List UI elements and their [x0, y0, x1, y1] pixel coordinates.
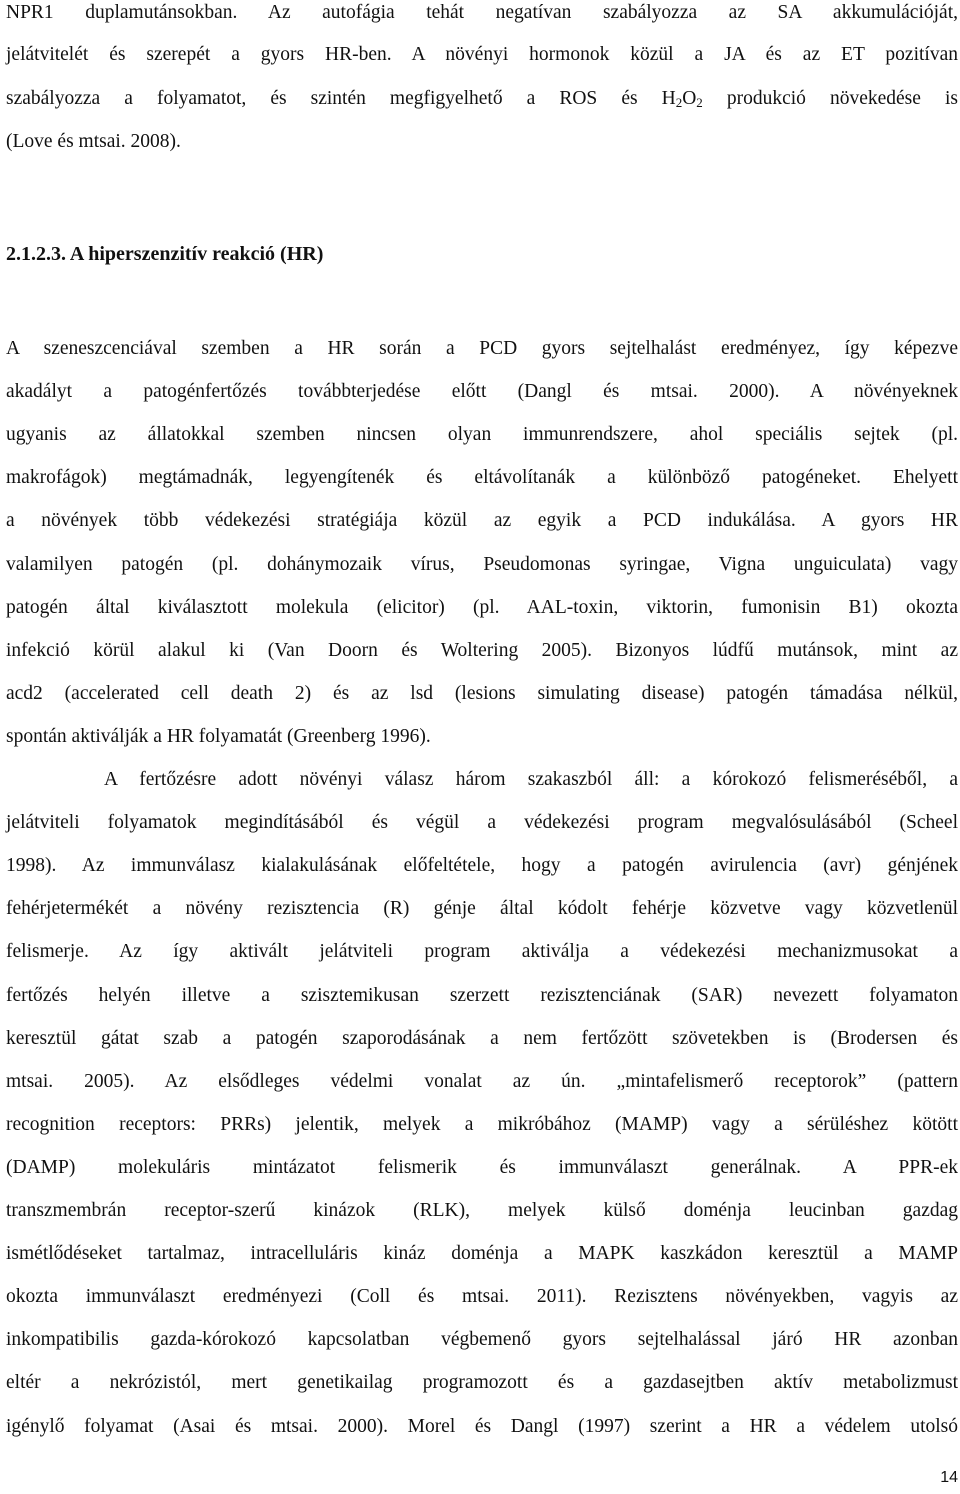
body-line: patogén által kiválasztott molekula (elicitor) (pl. AAL-toxin, viktorin, fumonisin B1) okozta — [6, 597, 958, 618]
paragraph-line: (Love és mtsai. 2008). — [6, 131, 181, 152]
body-line: makrofágok) megtámadnák, legyengítenék és eltávolítanák a különböző patogéneket. Ehelyett — [6, 467, 958, 488]
body-line: fertőzés helyén illetve a szisztemikusan szerzett rezisztenciának (SAR) nevezett folyamaton — [6, 985, 958, 1006]
body-line: 1998). Az immunválasz kialakulásának előfeltétele, hogy a patogén avirulencia (avr) génjének — [6, 855, 958, 876]
body-line: transzmembrán receptor-szerű kinázok (RLK), melyek külső doménja leucinban gazdag — [6, 1200, 958, 1221]
paragraph-line: szabályozza a folyamatot, és szintén megfigyelhető a ROS és $H_2O_2$ produkció növekedése is — [6, 88, 958, 110]
body-line: mtsai. 2005). Az elsődleges védelmi vonalat az ún. „mintafelismerő receptorok” (pattern — [6, 1071, 958, 1092]
body-line: eltér a nekrózistól, mert genetikailag programozott és a gazdasejtben aktív metabolizmust — [6, 1372, 958, 1393]
body-line: (DAMP) molekuláris mintázatot felismerik és immunválaszt generálnak. A PPR-ek — [6, 1157, 958, 1178]
body-line: infekció körül alakul ki (Van Doorn és Woltering 2005). Bizonyos lúdfű mutánsok, mint az — [6, 640, 958, 661]
paragraph-line: jelátvitelét és szerepét a gyors HR-ben. A növényi hormonok közül a JA és az ET pozitívan — [6, 44, 958, 65]
body-line: A szeneszcenciával szemben a HR során a PCD gyors sejtelhalást eredményez, így képezve — [6, 338, 958, 359]
body-line: acd2 (accelerated cell death 2) és az lsd (lesions simulating disease) patogén támadása nélkül, — [6, 683, 958, 704]
body-line: A fertőzésre adott növényi válasz három szakaszból áll: a kórokozó felismeréséből, a — [104, 769, 958, 790]
body-line: a növények több védekezési stratégiája közül az egyik a PCD indukálása. A gyors HR — [6, 510, 958, 531]
page-number: 14 — [940, 1469, 958, 1486]
body-line: keresztül gátat szab a patogén szaporodásának a nem fertőzött szövetekben is (Brodersen és — [6, 1028, 958, 1049]
body-line: recognition receptors: PRRs) jelentik, melyek a mikróbához (MAMP) vagy a sérüléshez kötött — [6, 1114, 958, 1135]
body-line: akadályt a patogénfertőzés továbbterjedése előtt (Dangl és mtsai. 2000). A növényeknek — [6, 381, 958, 402]
body-line: ugyanis az állatokkal szemben nincsen olyan immunrendszere, ahol speciális sejtek (pl. — [6, 424, 958, 445]
body-line: fehérjetermékét a növény rezisztencia (R) génje által kódolt fehérje közvetve vagy közvetlenül — [6, 898, 958, 919]
paragraph-line: NPR1 duplamutánsokban. Az autofágia tehát negatívan szabályozza az SA akkumulációját, — [6, 2, 958, 23]
body-line: inkompatibilis gazda-kórokozó kapcsolatban végbemenő gyors sejtelhalással járó HR azonban — [6, 1329, 958, 1350]
body-line: jelátviteli folyamatok megindításából és végül a védekezési program megvalósulásából (Scheel — [6, 812, 958, 833]
section-heading: 2.1.2.3. A hiperszenzitív reakció (HR) — [6, 243, 324, 265]
body-line: spontán aktiválják a HR folyamatát (Greenberg 1996). — [6, 726, 431, 747]
body-line: igénylő folyamat (Asai és mtsai. 2000). Morel és Dangl (1997) szerint a HR a védelem utolsó — [6, 1416, 958, 1437]
body-line: ismétlődéseket tartalmaz, intracelluláris kináz doménja a MAPK kaszkádon keresztül a MAMP — [6, 1243, 958, 1264]
body-line: felismerje. Az így aktivált jelátviteli program aktiválja a védekezési mechanizmusokat a — [6, 941, 958, 962]
body-line: okozta immunválaszt eredményezi (Coll és mtsai. 2011). Rezisztens növényekben, vagyis az — [6, 1286, 958, 1307]
body-line: valamilyen patogén (pl. dohánymozaik vírus, Pseudomonas syringae, Vigna unguiculata) vagy — [6, 554, 958, 575]
